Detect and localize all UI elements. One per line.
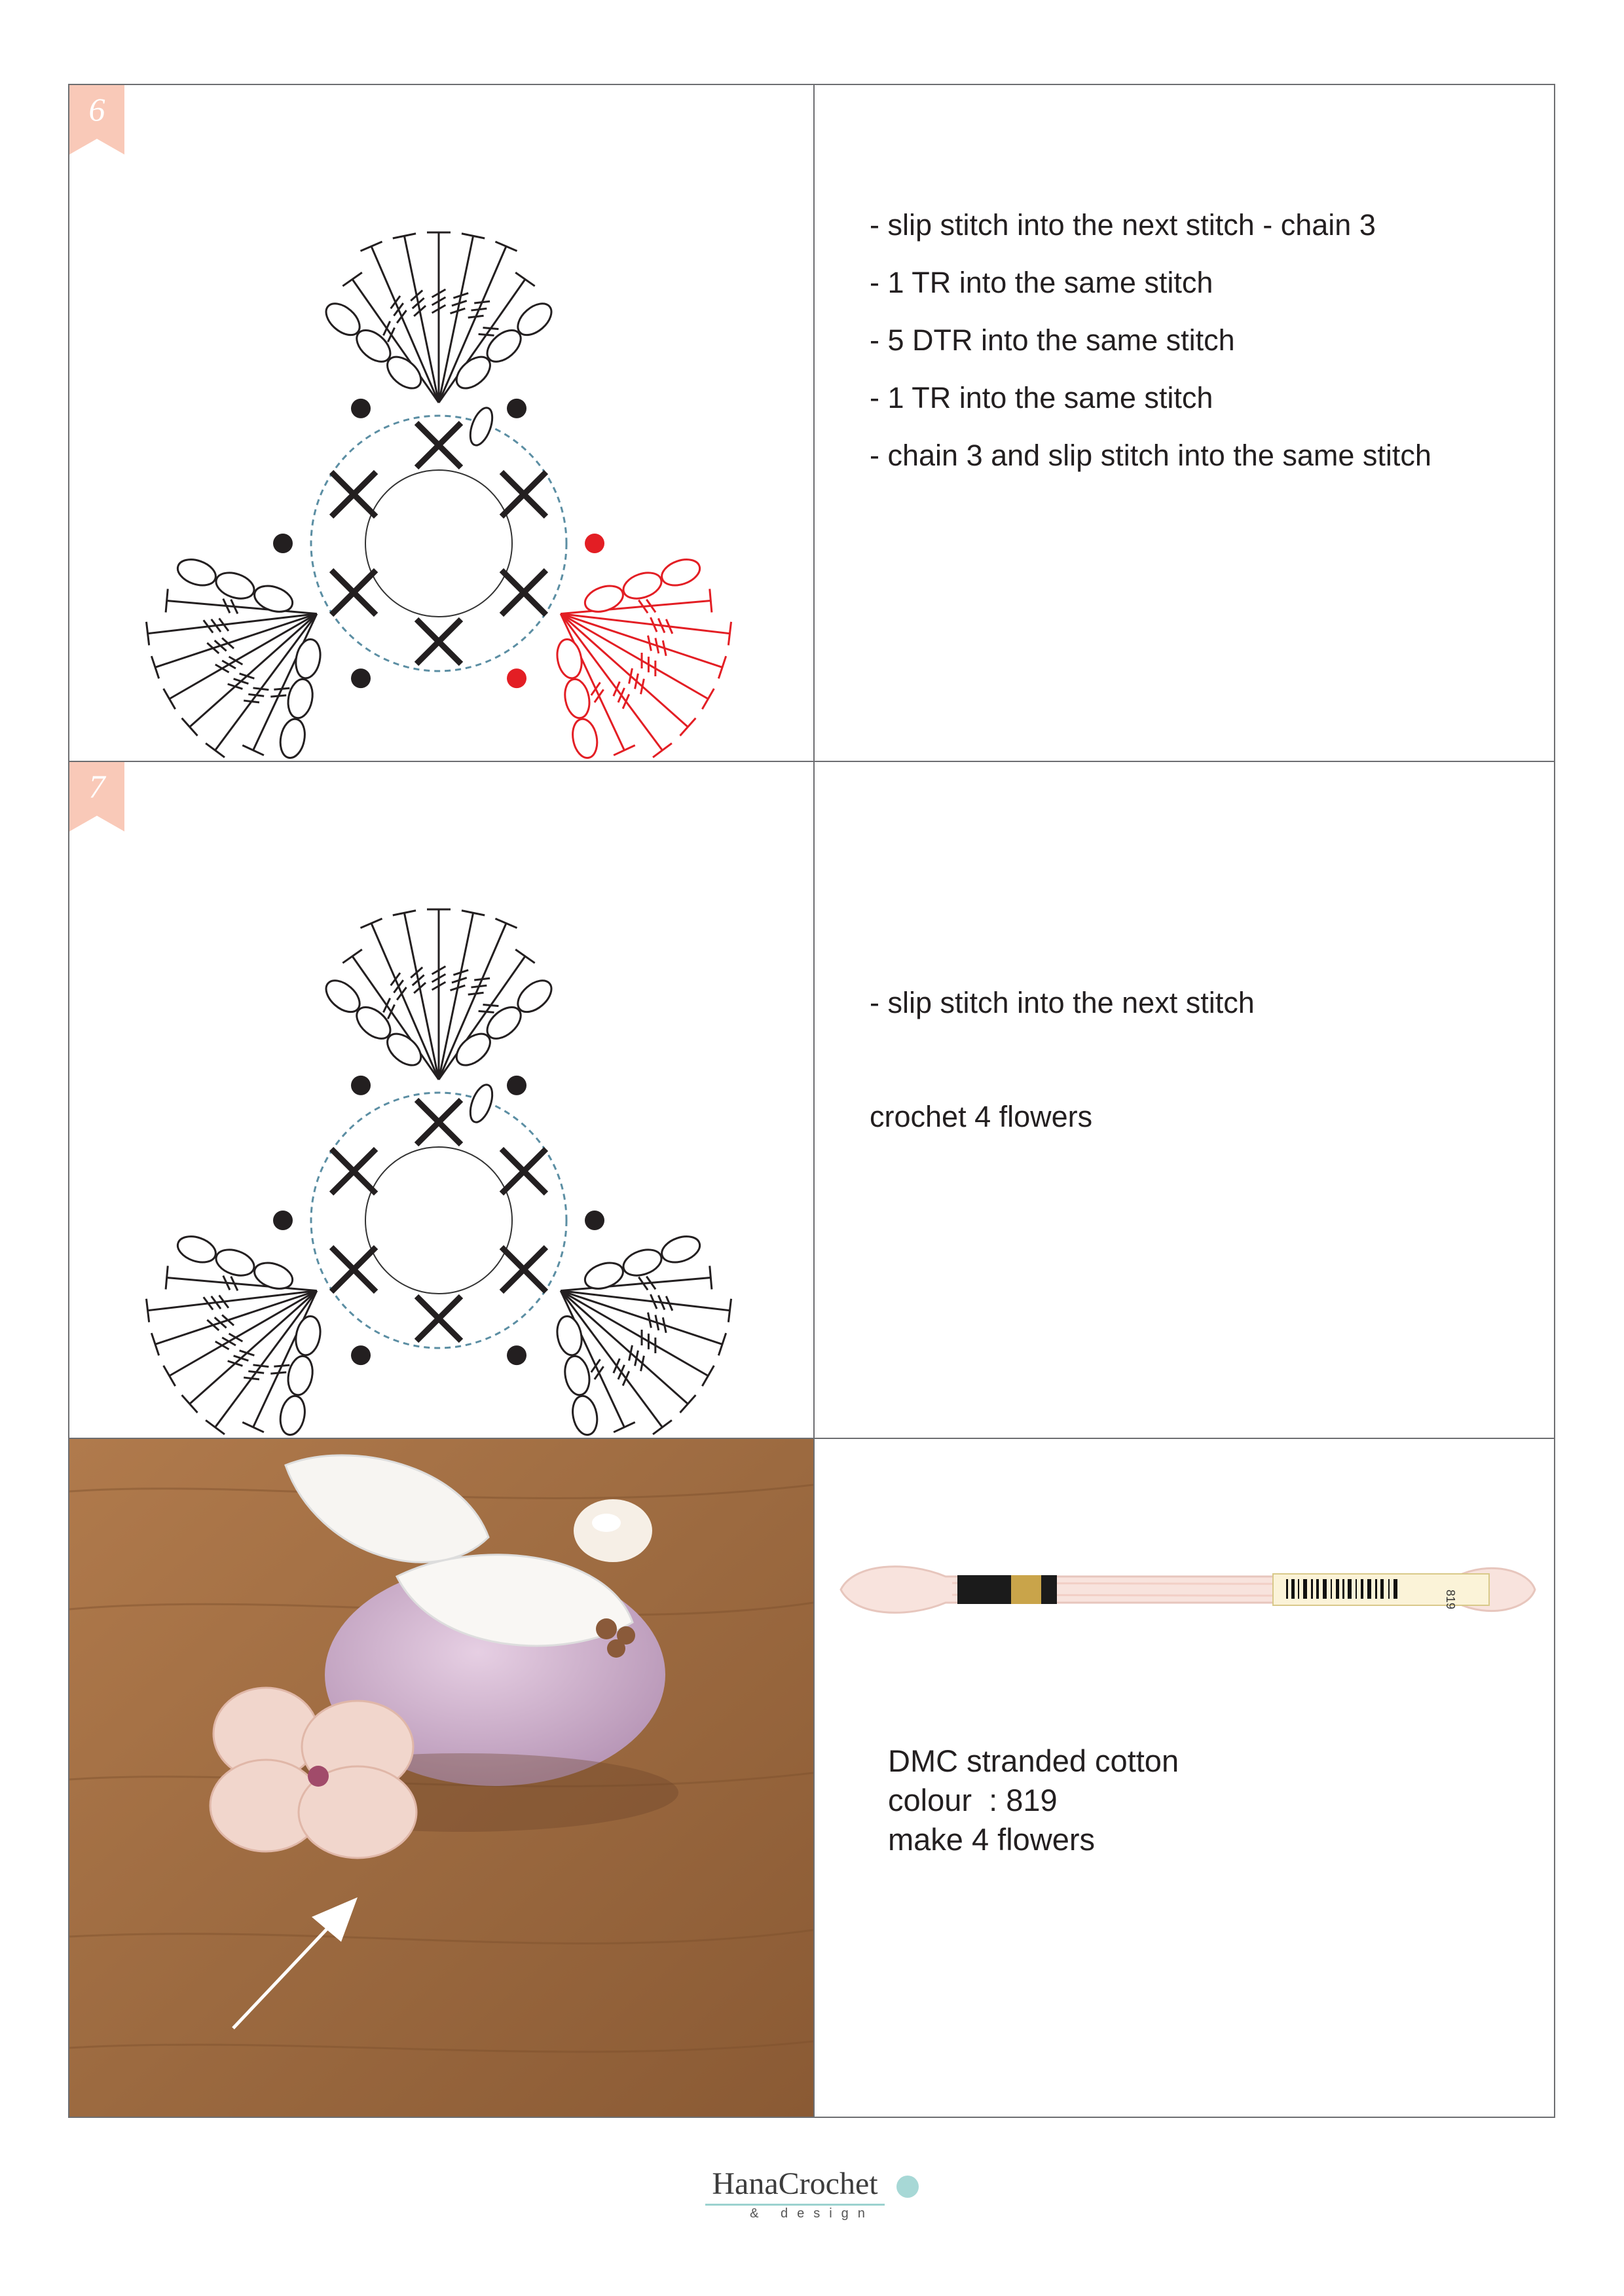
slip-stitch-dot: [273, 534, 293, 553]
thread-quantity: make 4 flowers: [888, 1822, 1096, 1857]
chain-oval: [293, 1314, 323, 1357]
chain-oval: [562, 677, 593, 720]
stitch-cap: [614, 1422, 635, 1432]
stitch-cap: [164, 689, 175, 709]
stitch-bar: [244, 1377, 259, 1379]
stitch-bar: [474, 301, 490, 303]
stitch-bar: [483, 328, 498, 329]
stitch-cap: [495, 242, 517, 251]
stitch-cap: [702, 689, 714, 709]
stitch-bar: [270, 1372, 286, 1374]
chain-oval: [620, 1245, 665, 1281]
stitch-bar: [479, 334, 494, 335]
chain-oval: [658, 555, 703, 591]
footer-tagline: & design: [750, 2206, 874, 2221]
yarn-ball-icon: [896, 2176, 919, 2198]
stitch-line: [167, 600, 317, 613]
stitch-bar: [274, 688, 289, 689]
slip-stitch-dot: [351, 1076, 371, 1095]
step-6-instructions: [870, 196, 1431, 484]
step-6-instruction: - 1 TR into the same stitch: [870, 266, 1213, 299]
stitch-bar: [474, 978, 490, 980]
stitch-cap: [710, 589, 712, 613]
stitch-cap: [206, 743, 225, 757]
stitch-cap: [342, 949, 361, 963]
step-6-number: 6: [88, 91, 105, 128]
stitch-cap: [653, 1420, 672, 1434]
chain-oval: [277, 1394, 308, 1437]
stitch-bar: [228, 1361, 243, 1366]
stitch-cap: [728, 622, 731, 646]
thread-brand: DMC stranded cotton: [888, 1743, 1179, 1778]
stitch-line: [148, 614, 317, 634]
stitch-bar: [623, 694, 629, 708]
chain-oval: [658, 1232, 703, 1267]
stitch-bar: [468, 993, 484, 994]
stitch-bar: [234, 1356, 249, 1361]
stitch-bar: [479, 1011, 494, 1012]
chain-oval: [620, 568, 665, 604]
step-6-crochet-diagram: [69, 85, 813, 761]
center-ring: [365, 470, 512, 617]
chain-oval: [293, 637, 323, 680]
chain-oval: [554, 637, 585, 680]
chain-oval: [570, 1394, 600, 1437]
stitch-cap: [495, 919, 517, 928]
slip-stitch-dot: [507, 1076, 526, 1095]
stitch-cap: [166, 1266, 168, 1290]
step-7-note: crochet 4 flowers: [870, 1100, 1093, 1133]
chain-oval: [174, 1232, 219, 1267]
slip-stitch-dot: [351, 399, 371, 418]
stitch-cap: [146, 622, 149, 646]
chain-oval: [174, 555, 219, 591]
stitch-bar: [215, 640, 227, 651]
stitch-cap: [164, 1366, 175, 1386]
chain-oval: [562, 1354, 593, 1397]
footer-brand-text: HanaCrochet: [705, 2166, 884, 2206]
stitch-bar: [207, 643, 219, 653]
stitch-bar: [471, 308, 487, 310]
stitch-cap: [728, 1299, 731, 1322]
step-6-instruction: - chain 3 and slip stitch into the same stitch: [870, 439, 1431, 472]
slip-stitch-dot: [507, 399, 526, 418]
chain-oval: [285, 1354, 316, 1397]
stitch-cap: [146, 1299, 149, 1322]
chain-oval: [213, 568, 257, 604]
stitch-bar: [623, 1371, 629, 1385]
stitch-bar: [240, 674, 255, 679]
stitch-line: [561, 600, 710, 613]
stitch-line: [561, 1291, 729, 1311]
stitch-bar: [397, 987, 406, 1000]
step-7-diagram-cell: [69, 762, 813, 1438]
chain-oval: [285, 677, 316, 720]
stitch-bar: [394, 980, 403, 993]
step-6-diagram-cell: [69, 85, 813, 761]
chain-oval: [570, 717, 600, 760]
slip-stitch-dot: [273, 1211, 293, 1230]
stitch-cap: [342, 272, 361, 286]
step-7-crochet-diagram: [69, 762, 813, 1438]
finished-brooch-photo: [69, 1439, 813, 2117]
stitch-bar: [207, 1320, 219, 1330]
slip-stitch-dot: [585, 1211, 604, 1230]
stitch-bar: [394, 303, 403, 316]
stitch-bar: [397, 310, 406, 323]
stitch-cap: [166, 589, 168, 613]
thread-info: [888, 1741, 1179, 1859]
slip-stitch-dot: [351, 668, 371, 688]
slip-stitch-dot: [507, 1345, 526, 1365]
chain-oval: [466, 405, 497, 448]
stitch-bar: [614, 1358, 620, 1373]
stitch-cap: [360, 919, 382, 928]
stitch-cap: [242, 745, 264, 755]
stitch-bar: [483, 1005, 498, 1006]
slip-stitch-dot: [585, 534, 604, 553]
stitch-bar: [244, 701, 259, 702]
stitch-cap: [614, 745, 635, 755]
stitch-bar: [270, 695, 286, 697]
slip-stitch-dot: [507, 668, 526, 688]
stitch-cap: [206, 1420, 225, 1434]
chain-oval: [554, 1314, 585, 1357]
stitch-bar: [253, 688, 268, 690]
stitch-line: [148, 1291, 317, 1311]
stitch-bar: [618, 688, 625, 702]
stitch-bar: [228, 684, 243, 689]
stitch-line: [167, 1277, 317, 1290]
stitch-bar: [274, 1365, 289, 1366]
slip-stitch-dot: [351, 1345, 371, 1365]
step-7-instruction: - slip stitch into the next stitch: [870, 986, 1255, 1019]
stitch-cap: [710, 1266, 712, 1290]
chain-oval: [213, 1245, 257, 1281]
thread-colour: colour : 819: [888, 1783, 1058, 1817]
stitch-line: [561, 1277, 710, 1290]
step-6-instruction: - slip stitch into the next stitch - chain 3: [870, 208, 1376, 242]
stitch-cap: [653, 743, 672, 757]
stitch-bar: [468, 316, 484, 318]
chain-oval: [466, 1082, 497, 1125]
step-7-number: 7: [88, 768, 105, 805]
stitch-cap: [360, 242, 382, 251]
stitch-cap: [515, 272, 534, 286]
stitch-bar: [222, 638, 234, 649]
center-ring: [365, 1147, 512, 1294]
stitch-bar: [248, 1371, 264, 1373]
stitch-bar: [471, 985, 487, 987]
stitch-cap: [515, 949, 534, 963]
stitch-bar: [391, 973, 400, 985]
stitch-bar: [253, 1365, 268, 1367]
step-7-badge: [69, 762, 124, 831]
stitch-line: [561, 614, 729, 634]
step-6-badge: [69, 85, 124, 155]
skein-label-number: 819: [1444, 1590, 1457, 1610]
step-7-instructions: [870, 974, 1255, 1032]
stitch-bar: [614, 682, 620, 696]
footer-logo: [0, 2166, 1624, 2202]
step-6-instruction: - 5 DTR into the same stitch: [870, 323, 1235, 357]
stitch-cap: [702, 1366, 714, 1386]
stitch-bar: [222, 1315, 234, 1326]
stitch-bar: [248, 694, 264, 696]
stitch-bar: [234, 679, 249, 684]
stitch-bar: [215, 1317, 227, 1328]
step-6-instruction: - 1 TR into the same stitch: [870, 381, 1213, 414]
stitch-cap: [242, 1422, 264, 1432]
chain-oval: [277, 717, 308, 760]
stitch-bar: [240, 1351, 255, 1356]
stitch-bar: [618, 1365, 625, 1379]
stitch-bar: [391, 296, 400, 308]
